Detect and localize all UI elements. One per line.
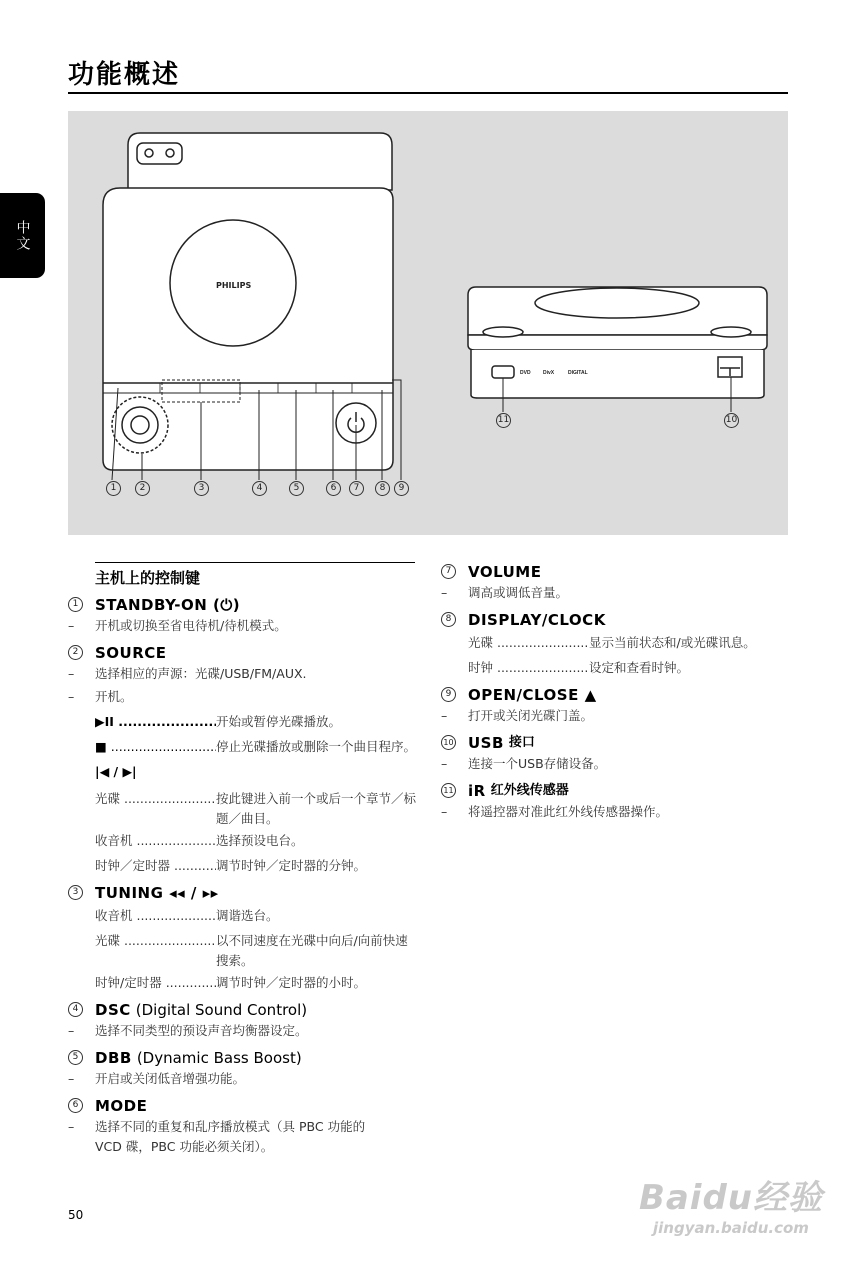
item-open-close-heading bbox=[441, 683, 791, 706]
callout-11: 11 bbox=[496, 413, 511, 428]
radio-entry bbox=[68, 906, 418, 929]
entry-label: 收音机 ..... bbox=[95, 831, 216, 854]
watermark bbox=[639, 1170, 823, 1237]
item-desc: – 选择不同类型的预设声音均衡器设定。 bbox=[68, 1021, 418, 1044]
item-subtitle: (Digital Sound Control) bbox=[135, 1000, 308, 1019]
item-title: DSC bbox=[95, 1000, 131, 1019]
callout-1: 1 bbox=[106, 481, 121, 496]
svg-text:DIGITAL: DIGITAL bbox=[568, 370, 588, 376]
disc-entry bbox=[441, 633, 791, 656]
item-tuning-heading bbox=[68, 881, 418, 904]
entry-label: 时钟 ..... bbox=[468, 658, 589, 681]
entry-desc: 调谐选台。 bbox=[216, 908, 279, 923]
brand-logo: PHILIPS bbox=[216, 281, 252, 290]
item-desc: – 开机。 bbox=[68, 687, 418, 710]
clock-entry bbox=[441, 658, 791, 681]
item-desc: – 选择不同的重复和乱序播放模式（具 PBC 功能的 VCD 碟，PBC 功能必须关闭）。 bbox=[68, 1117, 395, 1140]
entry-label: 光碟 ..... bbox=[95, 789, 216, 829]
device-drawing bbox=[68, 111, 788, 535]
item-title: TUNING ◂◂ / ▸▸ bbox=[95, 883, 219, 902]
item-ir-heading bbox=[441, 779, 791, 802]
item-display-heading bbox=[441, 608, 791, 631]
callout-3: 3 bbox=[194, 481, 209, 496]
entry-label: 光碟 ..... bbox=[95, 931, 216, 971]
item-title: USB bbox=[468, 733, 504, 752]
item-desc: – 连接一个USB存储设备。 bbox=[441, 754, 791, 777]
stop-entry bbox=[68, 737, 418, 760]
item-title: SOURCE bbox=[95, 643, 167, 662]
entry-desc: 调节时钟／定时器的小时。 bbox=[216, 975, 367, 990]
callout-8: 8 bbox=[375, 481, 390, 496]
item-dbb-heading bbox=[68, 1046, 418, 1069]
left-column bbox=[68, 562, 418, 1154]
item-title: STANDBY-ON (⏻) bbox=[95, 595, 241, 614]
item-number: 10 bbox=[441, 735, 456, 750]
title-divider bbox=[68, 92, 788, 94]
watermark-url: jingyan.baidu.com bbox=[653, 1219, 809, 1237]
callout-7: 7 bbox=[349, 481, 364, 496]
callout-4: 4 bbox=[252, 481, 267, 496]
entry-desc: 调节时钟／定时器的分钟。 bbox=[216, 858, 367, 873]
entry-desc: 以不同速度在光碟中向后/向前快速搜索。 bbox=[216, 933, 408, 968]
entry-label: 时钟/定时器 ..... bbox=[95, 973, 216, 996]
watermark-brand: Baidu经验 bbox=[638, 1178, 823, 1218]
language-tab: 中文 bbox=[0, 193, 45, 278]
item-desc: – 打开或关闭光碟门盖。 bbox=[441, 706, 791, 729]
callout-6: 6 bbox=[326, 481, 341, 496]
disc-entry bbox=[68, 789, 418, 829]
callout-2: 2 bbox=[135, 481, 150, 496]
item-number: 2 bbox=[68, 645, 83, 660]
item-number: 7 bbox=[441, 564, 456, 579]
page-title: 功能概述 bbox=[68, 60, 181, 90]
item-desc: – 开机或切换至省电待机/待机模式。 bbox=[68, 616, 418, 639]
item-number: 3 bbox=[68, 885, 83, 900]
entry-desc: 显示当前状态和/或光碟讯息。 bbox=[589, 635, 756, 650]
entry-label: 光碟 ..... bbox=[468, 633, 589, 656]
svg-text:DivX: DivX bbox=[543, 370, 555, 376]
item-standby-heading bbox=[68, 593, 418, 616]
item-subtitle: (Dynamic Bass Boost) bbox=[136, 1048, 302, 1067]
item-desc: – 调高或调低音量。 bbox=[441, 583, 791, 606]
radio-entry bbox=[68, 831, 418, 854]
entry-label: 时钟／定时器 ..... bbox=[95, 856, 216, 879]
item-volume-heading bbox=[441, 560, 791, 583]
item-subtitle: 接口 bbox=[508, 734, 535, 750]
callout-10: 10 bbox=[724, 413, 739, 428]
item-number: 5 bbox=[68, 1050, 83, 1065]
item-number: 6 bbox=[68, 1098, 83, 1113]
item-title: VOLUME bbox=[468, 562, 542, 581]
page-number: 50 bbox=[68, 1208, 84, 1222]
item-number: 11 bbox=[441, 783, 456, 798]
entry-desc: 设定和查看时钟。 bbox=[589, 660, 690, 675]
entry-desc: 选择预设电台。 bbox=[216, 833, 304, 848]
entry-desc: 停止光碟播放或删除一个曲目程序。 bbox=[216, 739, 417, 754]
item-desc: – 选择相应的声源：光碟/USB/FM/AUX. bbox=[68, 664, 418, 687]
item-subtitle: 红外线传感器 bbox=[490, 782, 569, 798]
item-title: OPEN/CLOSE ▲ bbox=[468, 685, 597, 704]
play-pause-icon: ▶II ..... bbox=[95, 712, 216, 735]
item-number: 8 bbox=[441, 612, 456, 627]
entry-desc: 按此键进入前一个或后一个章节／标题／曲目。 bbox=[216, 791, 417, 826]
item-number: 1 bbox=[68, 597, 83, 612]
section-title: 主机上的控制键 bbox=[95, 569, 201, 587]
item-usb-heading bbox=[441, 731, 791, 754]
item-desc: – 将遥控器对准此红外线传感器操作。 bbox=[441, 802, 791, 825]
disc-entry bbox=[68, 931, 418, 971]
item-desc: – 开启或关闭低音增强功能。 bbox=[68, 1069, 418, 1092]
item-title: DBB bbox=[95, 1048, 132, 1067]
section-divider bbox=[95, 562, 415, 563]
entry-desc: 开始或暂停光碟播放。 bbox=[216, 714, 342, 729]
item-title: iR bbox=[468, 781, 486, 800]
item-number: 9 bbox=[441, 687, 456, 702]
item-source-heading bbox=[68, 641, 418, 664]
callout-9: 9 bbox=[394, 481, 409, 496]
callout-5: 5 bbox=[289, 481, 304, 496]
entry-label: 收音机 ..... bbox=[95, 906, 216, 929]
device-illustration bbox=[68, 111, 788, 535]
play-pause-entry bbox=[68, 712, 418, 735]
clock-entry bbox=[68, 856, 418, 879]
item-title: MODE bbox=[95, 1096, 148, 1115]
item-number: 4 bbox=[68, 1002, 83, 1017]
svg-text:DVD: DVD bbox=[520, 370, 531, 376]
clock-entry bbox=[68, 973, 418, 996]
item-mode-heading bbox=[68, 1094, 418, 1117]
skip-icon: |◀ / ▶| bbox=[95, 764, 137, 779]
item-dsc-heading bbox=[68, 998, 418, 1021]
item-title: DISPLAY/CLOCK bbox=[468, 610, 606, 629]
right-column bbox=[441, 558, 791, 825]
stop-icon: ■ ..... bbox=[95, 737, 216, 760]
